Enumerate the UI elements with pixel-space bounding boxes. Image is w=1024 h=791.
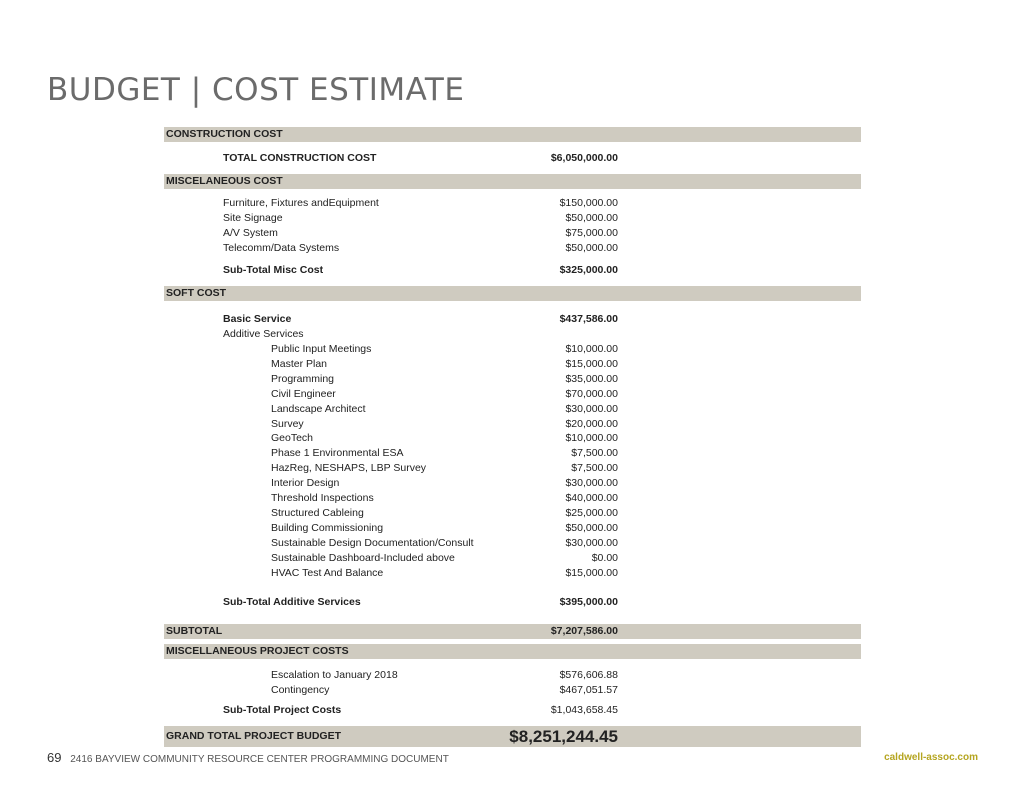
additive-services-heading (164, 327, 861, 342)
row-amount: $20,000.00 (565, 417, 618, 430)
line-item-row (164, 446, 861, 461)
row-label: Civil Engineer (271, 387, 336, 400)
row-label: Additive Services (223, 328, 304, 340)
row-amount: $30,000.00 (565, 536, 618, 549)
subtotal-bar (164, 624, 861, 639)
row-amount: $30,000.00 (565, 477, 618, 490)
section-header-misc: MISCELANEOUS COST (164, 174, 861, 189)
row-amount: $0.00 (591, 551, 618, 564)
additive-subtotal-row (164, 595, 861, 610)
row-label: Sub-Total Project Costs (223, 704, 342, 716)
row-label: Sub-Total Misc Cost (223, 264, 324, 276)
section-header-project: MISCELLANEOUS PROJECT COSTS (164, 644, 861, 659)
row-amount: $10,000.00 (565, 432, 618, 445)
row-amount: $395,000.00 (559, 596, 618, 608)
line-item-row (164, 372, 861, 387)
line-item-row (164, 357, 861, 372)
row-amount: $35,000.00 (565, 372, 618, 385)
row-amount: $70,000.00 (565, 387, 618, 400)
total-construction-row (164, 151, 861, 166)
row-label: Phase 1 Environmental ESA (271, 447, 404, 460)
row-label: Public Input Meetings (271, 343, 372, 355)
row-label: Sustainable Design Documentation/Consult (271, 536, 474, 549)
row-amount: $75,000.00 (565, 227, 618, 239)
row-label: HazReg, NESHAPS, LBP Survey (271, 462, 427, 475)
line-item-row (164, 342, 861, 357)
row-label: Contingency (271, 684, 330, 696)
section-header-construction: CONSTRUCTION COST (164, 127, 861, 142)
line-item-row (164, 211, 861, 226)
row-label: Programming (271, 372, 335, 385)
row-amount: $7,500.00 (571, 462, 618, 475)
row-amount: $437,586.00 (559, 313, 618, 325)
misc-subtotal-row (164, 263, 861, 278)
line-item-row (164, 461, 861, 476)
line-item-row (164, 491, 861, 506)
row-label: Sustainable Dashboard-Included above (271, 551, 455, 564)
row-label: GeoTech (271, 432, 314, 445)
row-label: A/V System (223, 227, 278, 239)
row-label: Furniture, Fixtures andEquipment (223, 197, 379, 209)
document-title: 2416 BAYVIEW COMMUNITY RESOURCE CENTER PROGRAMMING DOCUMENT (70, 754, 449, 765)
row-label: Master Plan (271, 357, 328, 370)
line-item-row (164, 226, 861, 241)
line-item-row (164, 241, 861, 256)
line-item-row (164, 566, 861, 581)
line-item-row (164, 387, 861, 402)
subtotal-label: SUBTOTAL (166, 625, 223, 637)
line-item-row (164, 417, 861, 432)
row-amount: $50,000.00 (565, 521, 618, 534)
footer (47, 750, 449, 765)
subtotal-amount: $7,207,586.00 (550, 625, 618, 637)
row-label: Landscape Architect (271, 402, 366, 415)
row-label: Building Commissioning (271, 521, 384, 534)
grand-total-bar (164, 726, 861, 747)
row-amount: $15,000.00 (565, 357, 618, 370)
website-link[interactable]: caldwell-assoc.com (884, 752, 978, 763)
line-item-row (164, 476, 861, 491)
row-label: Site Signage (223, 212, 283, 224)
line-item-row (164, 683, 861, 698)
line-item-row (164, 506, 861, 521)
row-label: Sub-Total Additive Services (223, 596, 361, 608)
project-subtotal-row (164, 703, 861, 718)
row-amount: $6,050,000.00 (550, 152, 618, 164)
row-amount: $40,000.00 (565, 492, 618, 504)
row-label: Basic Service (223, 313, 292, 325)
row-label: HVAC Test And Balance (271, 566, 384, 579)
row-label: Threshold Inspections (271, 492, 374, 504)
row-label: Structured Cableing (271, 506, 364, 519)
section-header-soft: SOFT COST (164, 286, 861, 301)
grand-total-label: GRAND TOTAL PROJECT BUDGET (166, 730, 342, 742)
row-amount: $7,500.00 (571, 447, 618, 460)
row-amount: $467,051.57 (559, 684, 618, 696)
row-amount: $325,000.00 (559, 264, 618, 276)
row-label: Survey (271, 417, 304, 430)
line-item-row (164, 196, 861, 211)
row-amount: $50,000.00 (565, 212, 618, 224)
row-label: TOTAL CONSTRUCTION COST (223, 152, 377, 164)
line-item-row (164, 521, 861, 536)
row-amount: $150,000.00 (559, 197, 618, 209)
row-amount: $15,000.00 (565, 566, 618, 579)
row-amount: $10,000.00 (565, 343, 618, 355)
basic-service-row (164, 312, 861, 327)
row-amount: $50,000.00 (565, 242, 618, 254)
row-label: Escalation to January 2018 (271, 669, 398, 681)
row-amount: $25,000.00 (565, 506, 618, 519)
grand-total-amount: $8,251,244.45 (509, 727, 618, 746)
line-item-row (164, 536, 861, 551)
page-title: BUDGET | COST ESTIMATE (47, 72, 465, 108)
row-amount: $30,000.00 (565, 402, 618, 415)
row-amount: $576,606.88 (559, 669, 618, 681)
budget-table (164, 0, 861, 791)
line-item-row (164, 402, 861, 417)
line-item-row (164, 431, 861, 446)
row-label: Interior Design (271, 477, 340, 490)
line-item-row (164, 551, 861, 566)
row-amount: $1,043,658.45 (550, 704, 618, 716)
line-item-row (164, 668, 861, 683)
page-number: 69 (47, 750, 62, 765)
row-label: Telecomm/Data Systems (223, 242, 340, 254)
